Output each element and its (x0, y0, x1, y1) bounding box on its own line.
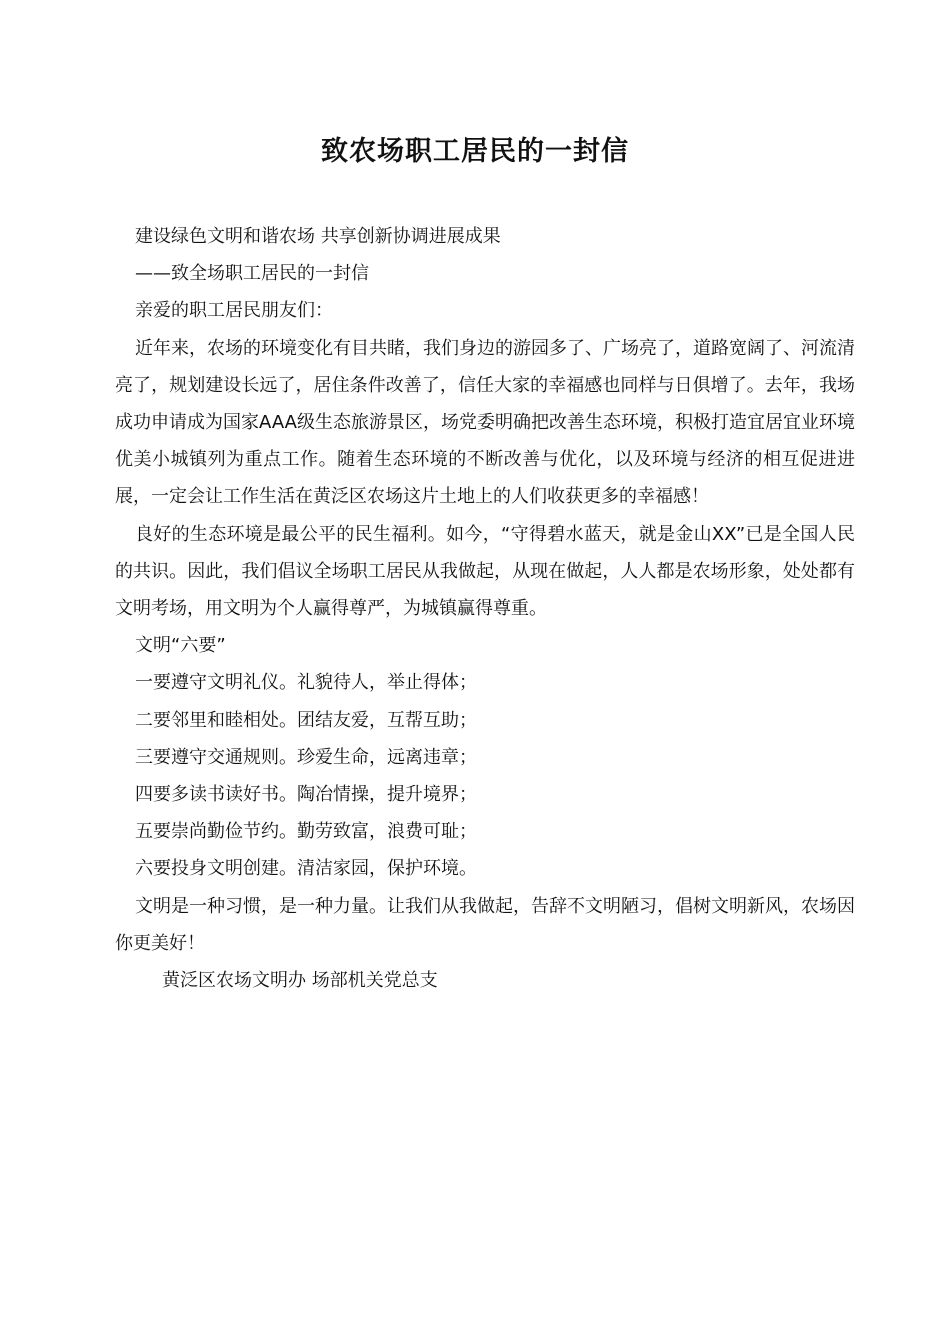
subtitle-dash: ——致全场职工居民的一封信 (135, 263, 369, 285)
list-item: 二要邻里和睦相处。团结友爱，互帮互助； (135, 709, 477, 731)
subtitle: 建设绿色文明和谐农场 共享创新协调进展成果 (135, 226, 501, 247)
list-item: 一要遵守文明礼仪。礼貌待人，举止得体； (135, 672, 477, 694)
list-item: 五要崇尚勤俭节约。勤劳致富，浪费可耻； (135, 821, 477, 843)
closing-paragraph: 文明是一种习惯，是一种力量。让我们从我做起，告辞不文明陋习，倡树文明新风，农场因你更美好！ (115, 895, 855, 954)
paragraph-1: 近年来，农场的环境变化有目共睹，我们身边的游园多了、广场亮了，道路宽阔了、河流清亮了，规划建设长远了，居住条件改善了，信任大家的幸福感也同样与日俱增了。去年，我场成功申请成为国家AAA级生态旅游景区，场党委明确把改善生态环境，积极打造宜居宜业环境优美小城镇列为重点工作。随着生态环境的不断改善与优化，以及环境与经济的相互促进进展，一定会让工作生活在黄泛区农场这片土地上的人们收获更多的幸福感！ (115, 337, 855, 508)
list-item: 三要遵守交通规则。珍爱生命，远离违章； (135, 746, 477, 768)
signature: 黄泛区农场文明办 场部机关党总支 (162, 970, 438, 992)
list-item: 四要多读书读好书。陶冶情操，提升境界； (135, 784, 477, 806)
document-title: 致农场职工居民的一封信 (321, 136, 629, 167)
document-body (115, 218, 855, 999)
six-heading: 文明“六要” (135, 635, 226, 657)
list-item: 六要投身文明创建。清洁家园，保护环境。 (135, 858, 477, 880)
paragraph-2: 良好的生态环境是最公平的民生福利。如今，“守得碧水蓝天，就是金山XX”已是全国人民的共识。因此，我们倡议全场职工居民从我做起，从现在做起，人人都是农场形象，处处都有文明考场，用文明为个人赢得尊严，为城镇赢得尊重。 (115, 523, 855, 620)
salutation: 亲爱的职工居民朋友们： (135, 300, 333, 322)
